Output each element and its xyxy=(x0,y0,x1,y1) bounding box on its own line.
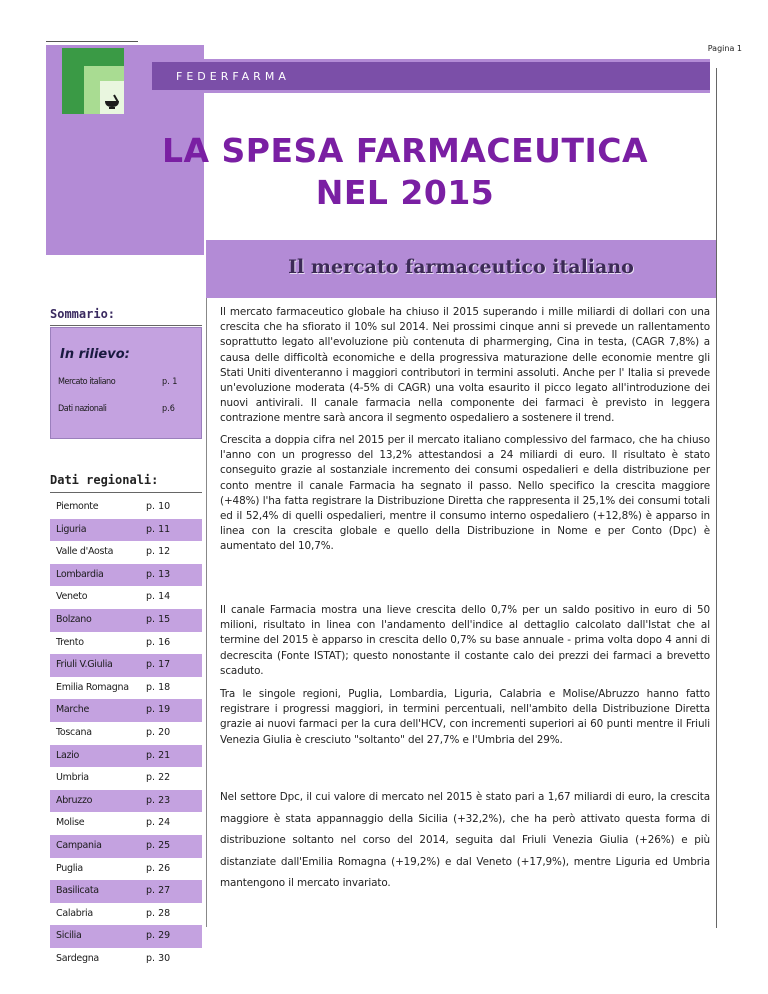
region-name: Liguria xyxy=(56,523,87,535)
region-item[interactable] xyxy=(50,519,202,542)
highlight-label: Mercato italiano xyxy=(58,377,116,387)
region-page: p. 23 xyxy=(146,794,171,806)
region-name: Campania xyxy=(56,839,102,851)
region-name: Basilicata xyxy=(56,885,99,897)
body-paragraph: Il canale Farmacia mostra una lieve crescita dello 0,7% per un saldo positivo in euro di 50 milioni, risultato in linea con l'andamento dell'indice al dettaglio calcolato dall'Istat che al termine del 2015 è apparso in crescita dello 0,7% su base annuale - prima volta dopo 4 anni di decrescita (Fonte ISTAT); questo nonostante il costante calo dei prezzi dei farmaci a brevetto scaduto. xyxy=(220,604,710,677)
region-item[interactable] xyxy=(50,609,202,632)
region-name: Friuli V.Giulia xyxy=(56,659,113,671)
region-item[interactable] xyxy=(50,925,202,948)
page-title-line1: LA SPESA FARMACEUTICA xyxy=(161,131,649,170)
region-item[interactable] xyxy=(50,835,202,858)
region-name: Marche xyxy=(56,704,90,716)
region-page: p. 26 xyxy=(146,862,171,874)
region-item[interactable] xyxy=(50,654,202,677)
page-border-right xyxy=(716,68,717,928)
mortar-pestle-icon xyxy=(103,94,121,110)
region-page: p. 20 xyxy=(146,726,171,738)
brand-name: FEDERFARMA xyxy=(176,70,290,83)
body-paragraph: Crescita a doppia cifra nel 2015 per il mercato italiano complessivo del farmaco, che ha chiuso l'anno con un progresso del 13,2% attestandosi a 24 miliardi di euro. Il risultato è stato conseguito grazie al sostanziale incremento dei consumi ospedalieri e della distribuzione per conto mentre il canale Farmacia ha segnato il passo. Nello specifico la crescita maggiore (+48%) l'ha fatta registrare la Distribuzione Diretta che rappresenta il 25,1% dei consumi totali ed il 52,4% di quelli ospedalieri, mentre il consumo interno ospedaliero (+12,8%) è apparso in linea con la crescita globale e quello della Distribuzione in Nome e per Conto (Dpc) è aumentato del 10,7%. xyxy=(220,434,710,553)
region-item[interactable] xyxy=(50,677,202,700)
region-item[interactable] xyxy=(50,586,202,609)
region-name: Lazio xyxy=(56,749,80,761)
region-item[interactable] xyxy=(50,948,202,971)
region-item[interactable] xyxy=(50,722,202,745)
region-page: p. 16 xyxy=(146,636,171,648)
highlights-title: In rilievo: xyxy=(60,347,130,362)
region-item[interactable] xyxy=(50,790,202,813)
region-page: p. 22 xyxy=(146,772,171,784)
highlight-page: p.6 xyxy=(162,404,175,414)
region-name: Lombardia xyxy=(56,568,104,580)
region-name: Piemonte xyxy=(56,501,99,512)
region-page: p. 11 xyxy=(146,523,171,535)
region-page: p. 19 xyxy=(146,704,171,716)
highlight-page: p. 1 xyxy=(162,377,178,387)
region-page: p. 13 xyxy=(146,568,171,580)
region-name: Calabria xyxy=(56,907,93,919)
region-page: p. 21 xyxy=(146,749,171,761)
region-page: p. 27 xyxy=(146,885,171,897)
body-paragraph: Nel settore Dpc, il cui valore di mercato nel 2015 è stato pari a 1,67 miliardi di euro, la crescita maggiore è stata appannaggio della Sicilia (+32,2%), che ha però attivato questa forma di distribuzione soltanto nel corso del 2014, seguita dal Friuli Venezia Giulia (+26%) e più distanziate dall'Emilia Romagna (+19,2%) e dal Veneto (+17,9%), mentre Liguria ed Umbria mantengono il mercato invariato. xyxy=(220,791,710,890)
region-name: Sardegna xyxy=(56,952,99,964)
region-name: Sicilia xyxy=(56,930,82,942)
region-page: p. 10 xyxy=(146,501,171,512)
region-page: p. 12 xyxy=(146,546,171,558)
region-item[interactable] xyxy=(50,699,202,722)
region-item[interactable] xyxy=(50,880,202,903)
region-name: Puglia xyxy=(56,862,83,874)
region-page: p. 14 xyxy=(146,591,171,603)
region-item[interactable] xyxy=(50,632,202,655)
federfarma-logo-icon xyxy=(62,48,124,114)
region-name: Bolzano xyxy=(56,613,92,625)
region-name: Molise xyxy=(56,817,85,829)
region-item[interactable] xyxy=(50,903,202,926)
section-title: Il mercato farmaceutico italiano xyxy=(288,256,634,278)
regional-title: Dati regionali: xyxy=(50,473,159,487)
body-paragraph: Il mercato farmaceutico globale ha chiuso il 2015 superando i mille miliardi di dollari con una crescita che ha sfiorato il 10% sul 2014. Nei prossimi cinque anni si prevede un rallentamento soprattutto legato all'evoluzione più contenuta di pharmerging, Cina in testa, (CAGR 7,8%) a causa delle difficoltà economiche e della progressiva maturazione delle economie mentre gli Stati Uniti diventeranno i maggiori contributori in termini assoluti. Anche per l' Italia si prevede un'evoluzione moderata (4-5% di CAGR) una volta esaurito il picco legato all'introduzione dei nuovi antivirali. Il canale farmacia nella componente dei farmaci è previsto in leggera contrazione mentre sarà ancora il segmento ospedaliero a sostenere il trend. xyxy=(220,306,710,425)
regional-rule xyxy=(50,492,202,493)
region-page: p. 15 xyxy=(146,613,171,625)
region-name: Veneto xyxy=(56,591,88,603)
body-paragraph: Tra le singole regioni, Puglia, Lombardia, Liguria, Calabria e Molise/Abruzzo hanno fatto registrare i progressi maggiori, in termini percentuali, nell'ambito della Distribuzione Diretta grazie ai nuovi farmaci per la cura dell'HCV, con incrementi superiori ai 60 punti mentre il Friuli Venezia Giulia è cresciuto "soltanto" del 27,7% e l'Umbria del 29%. xyxy=(220,688,710,746)
region-page: p. 30 xyxy=(146,952,171,964)
region-item[interactable] xyxy=(50,564,202,587)
column-divider xyxy=(206,255,207,927)
region-item[interactable] xyxy=(50,541,202,564)
page-title-line2: NEL 2015 xyxy=(315,173,495,212)
region-page: p. 25 xyxy=(146,839,171,851)
region-name: Umbria xyxy=(56,772,89,784)
region-page: p. 29 xyxy=(146,930,171,942)
region-name: Toscana xyxy=(56,726,92,738)
region-name: Emilia Romagna xyxy=(56,681,129,693)
region-item[interactable] xyxy=(50,812,202,835)
region-page: p. 28 xyxy=(146,907,171,919)
region-page: p. 24 xyxy=(146,817,171,829)
top-rule xyxy=(46,41,138,42)
region-name: Valle d'Aosta xyxy=(56,546,114,558)
region-list xyxy=(50,496,202,970)
summary-rule xyxy=(50,325,202,326)
summary-title: Sommario: xyxy=(50,307,116,321)
highlight-label: Dati nazionali xyxy=(58,404,107,414)
page-title xyxy=(140,130,670,214)
region-item[interactable] xyxy=(50,496,202,519)
region-item[interactable] xyxy=(50,767,202,790)
region-page: p. 17 xyxy=(146,659,171,671)
region-page: p. 18 xyxy=(146,681,171,693)
region-name: Trento xyxy=(56,636,84,648)
region-name: Abruzzo xyxy=(56,794,93,806)
page-number: Pagina 1 xyxy=(707,44,742,53)
region-item[interactable] xyxy=(50,745,202,768)
region-item[interactable] xyxy=(50,858,202,881)
